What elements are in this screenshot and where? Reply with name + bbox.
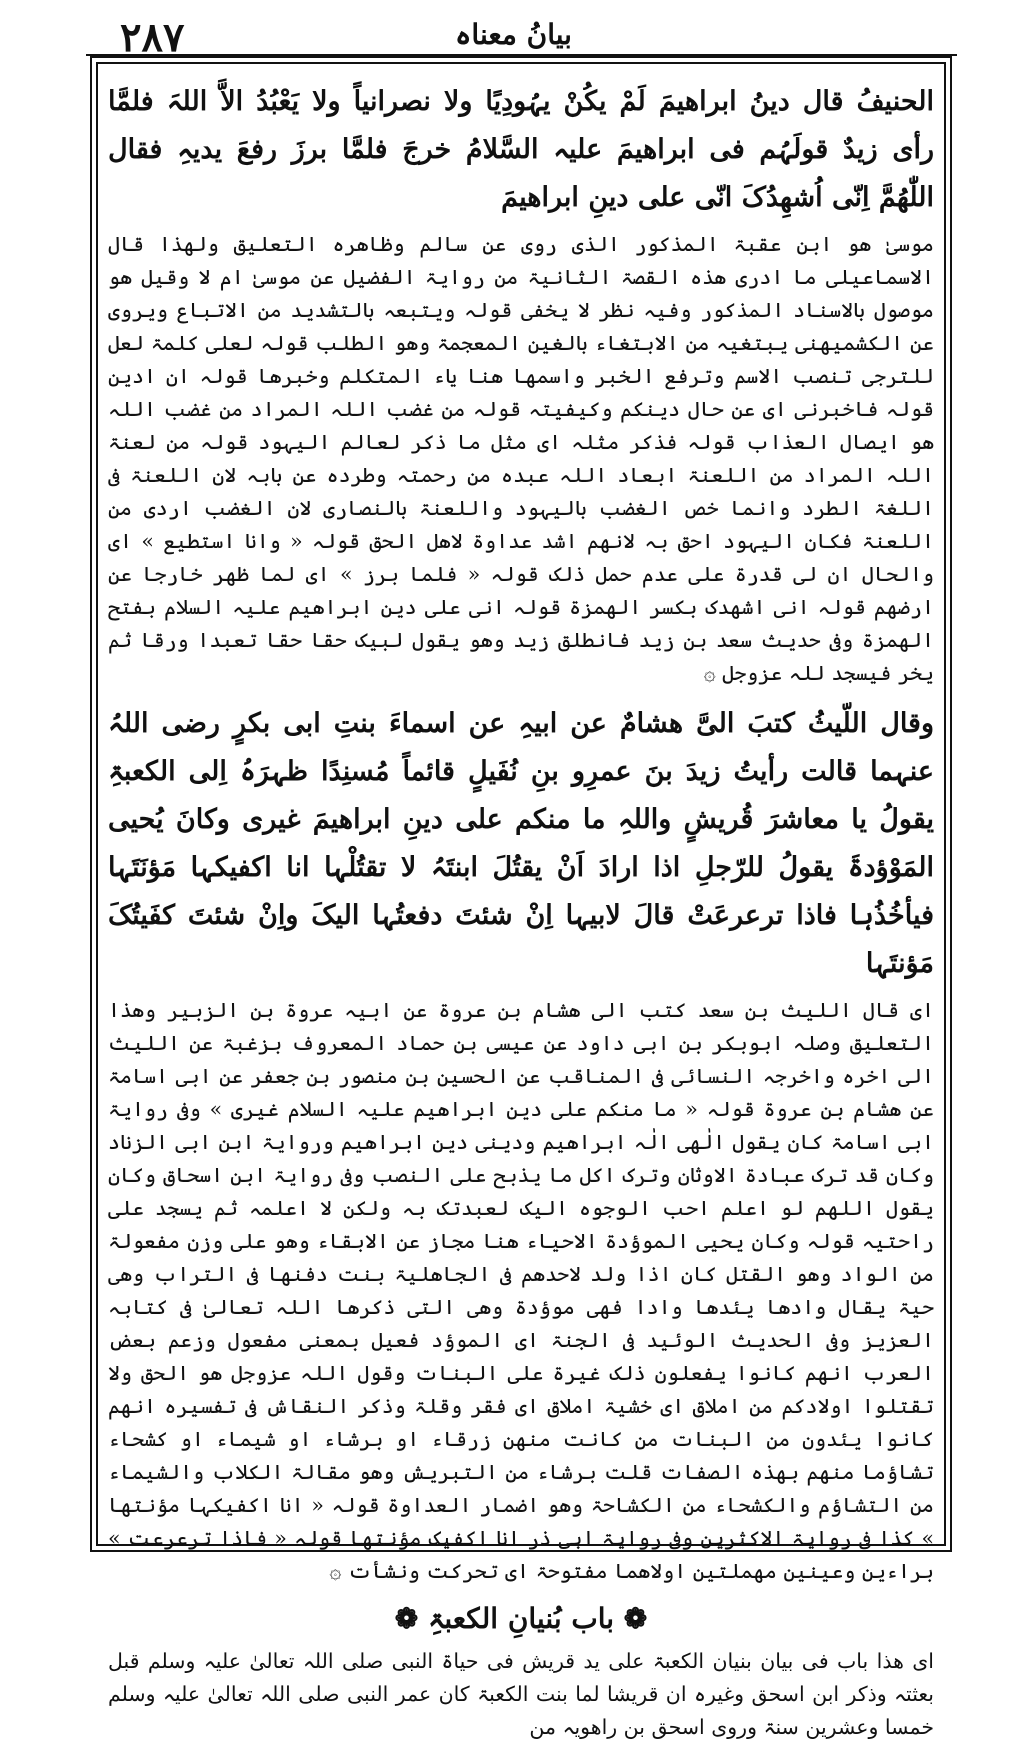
header-rule — [86, 54, 957, 56]
commentary-2: ای قال اللیث بن سعد کتب الی ھشام بن عروۃ عن ابیہ عروۃ بن الزبیر وھذا التعلیق وصلہ ابوبکر بن ابی داود عن عیسی بن حماد المعروف بزغبۃ عن اللیث الی اخرہ واخرجہ النسائی فی المناقب عن الحسین بن منصور بن جعفر عن ابی اسامۃ عن ھشام بن عروۃ قولہ « ما منکم علی دین ابراھیم علیہ السلام غیری » وفی روایۃ ابی اسامۃ کان یقول الٰھی الٰہ ابراھیم ودینی دین ابراھیم وروایۃ ابن ابی الزناد وکان قد ترک عبادۃ الاوثان وترک اکل ما یذبح علی النصب وفی روایۃ ابن اسحاق وکان یقول اللھم لو اعلم احب الوجوہ الیک لعبدتک بہ ولکن لا اعلمہ ثم یسجد علی راحتیہ قولہ وکان یحیی الموؤدۃ الاحیاء ھنا مجاز عن الابقاء وھو علی وزن مفعولۃ من الواد وھو القتل کان اذا ولد لاحدھم فی الجاھلیۃ بنت دفنھا فی التراب وھی حیۃ یقال وادھا یئدھا وادا فھی موؤدۃ وھی التی ذکرھا اللہ تعالیٰ فی کتابہ العزیز وفی الحدیث الوئید فی الجنۃ ای الموؤد فعیل بمعنی مفعول وزعم بعض العرب انھم کانوا یفعلون ذلک غیرۃ علی البنات وقول اللہ عزوجل ھو الحق ولا تقتلوا اولادکم من املاق ای خشیۃ املاق ای فقر وقلۃ وذکر النقاش فی تفسیرہ انھم کانوا یئدون من البنات من کانت منھن زرقاء او برشاء او شیماء او کشحاء تشاؤما منھم بھذہ الصفات قلت برشاء من التبریش وھو مقالۃ الکلاب والشیماء من التشاؤم والکشحاء من الکشاحۃ وھو اضمار العداوۃ قولہ « انا اکفیکہا مؤنتھا » کذا فی روایۃ الاکثرین وفی روایۃ ابی ذر انا اکفیک مؤنتھا قولہ « فاذا ترعرعت » براءین وعینین مھملتین اولاھما مفتوحۃ ای تحرکت ونشأت ۞ — [108, 998, 934, 1583]
chapter-title: باب بُنیانِ الکعبۃِ — [427, 1602, 615, 1635]
ornament-right-icon: ❁ — [394, 1602, 419, 1635]
ornament-left-icon: ❁ — [614, 1602, 648, 1635]
commentary-3: ای ھذا باب فی بیان بنیان الکعبۃ علی ید قریش فی حیاۃ النبی صلی اللہ تعالیٰ علیہ وسلم قبل بعثتہ وذکر ابن اسحق وغیرہ ان قریشا لما بنت الکعبۃ کان عمر النبی صلی اللہ تعالیٰ علیہ وسلم خمسا وعشرین سنۃ وروی اسحق بن راھویہ من — [108, 1649, 934, 1739]
text-body — [108, 78, 934, 1739]
hadith-text-1: الحنیفُ قال دینُ ابراھیمَ لَمْ یکُنْ یہُودِیًا ولا نصرانیاً ولا یَعْبُدُ الاَّ اللہَ فلمَّا رأی زیدٌ قولَہُم فی ابراھیمَ علیہ السَّلامُ خرجَ فلمَّا برزَ رفعَ یدیہِ فقال اللّٰھُمَّ اِنّی اُشھِدُکَ انّی علی دینِ ابراھیمَ — [108, 86, 934, 213]
hadith-text-2: وقال اللّیثُ کتبَ الیَّ ھشامٌ عن ابیہِ عن اسماءَ بنتِ ابی بکرٍ رضی اللہُ عنہما قالت رأیتُ زیدَ بنَ عمرِو بنِ نُفَیلٍ قائماً مُسنِدًا ظہرَہُ اِلی الکعبۃِ یقولُ یا معاشرَ قُریشٍ واللہِ ما منکم علی دینِ ابراھیمَ غیری وکانَ یُحیی المَوْؤدۃَ یقولُ للرّجلِ اذا ارادَ اَنْ یقتُلَ ابنتَہُ لا تقتُلْہا انا اکفیکہا مَؤنَتَہا فیأخُذُہا فاذا ترعرعَتْ قالَ لابیہا اِنْ شئتَ دفعتُہا الیکَ واِنْ شئتَ کفَیتُکَ مَؤنتَہا — [108, 708, 934, 979]
chapter-heading — [108, 1602, 934, 1635]
running-header: بیانُ معناہ — [455, 18, 572, 51]
page-number: ۲۸۷ — [120, 14, 185, 61]
page-frame — [96, 62, 946, 1739]
commentary-1: موسیٰ ھو ابن عقبۃ المذکور الذی روی عن سالم وظاھرہ التعلیق ولھذا قال الاسماعیلی ما ادری ھذہ القصۃ الثانیۃ من روایۃ الفضیل عن موسیٰ ام لا وقیل ھو موصول بالاسناد المذکور وفیہ نظر لا یخفی قولہ ویتبعہ بالتشدید من الاتباع ویروی عن الکشمیھنی یبتغیہ من الابتغاء بالغین المعجمۃ وھو الطلب قولہ لعلی کلمۃ لعل للترجی تنصب الاسم وترفع الخبر واسمھا ھنا یاء المتکلم وخبرھا قولہ ان ادین قولہ فاخبرنی ای عن حال دینکم وکیفیتہ قولہ من غضب اللہ المراد من غضب اللہ ھو ایصال العذاب قولہ فذکر مثلہ ای مثل ما ذکر لعالم الیہود قولہ من لعنۃ اللہ المراد من اللعنۃ ابعاد اللہ عبدہ من رحمتہ وطردہ عن بابہ لان اللعنۃ فی اللغۃ الطرد وانما خص الغضب بالیہود واللعنۃ بالنصاری لان الغضب اردی من اللعنۃ فکان الیہود احق بہ لانھم اشد عداوۃ لاھل الحق قولہ « وانا استطیع » ای والحال ان لی قدرۃ علی عدم حمل ذلک قولہ « فلما برز » ای لما ظھر خارجا عن ارضھم قولہ انی اشھدک بکسر الھمزۃ قولہ انی علی دین ابراھیم علیہ السلام بفتح الھمزۃ وفی حدیث سعد بن زید فانطلق زید وھو یقول لبیک حقا حقا تعبدا ورقا ثم یخر فیسجد للہ عزوجل ۞ — [108, 232, 934, 685]
